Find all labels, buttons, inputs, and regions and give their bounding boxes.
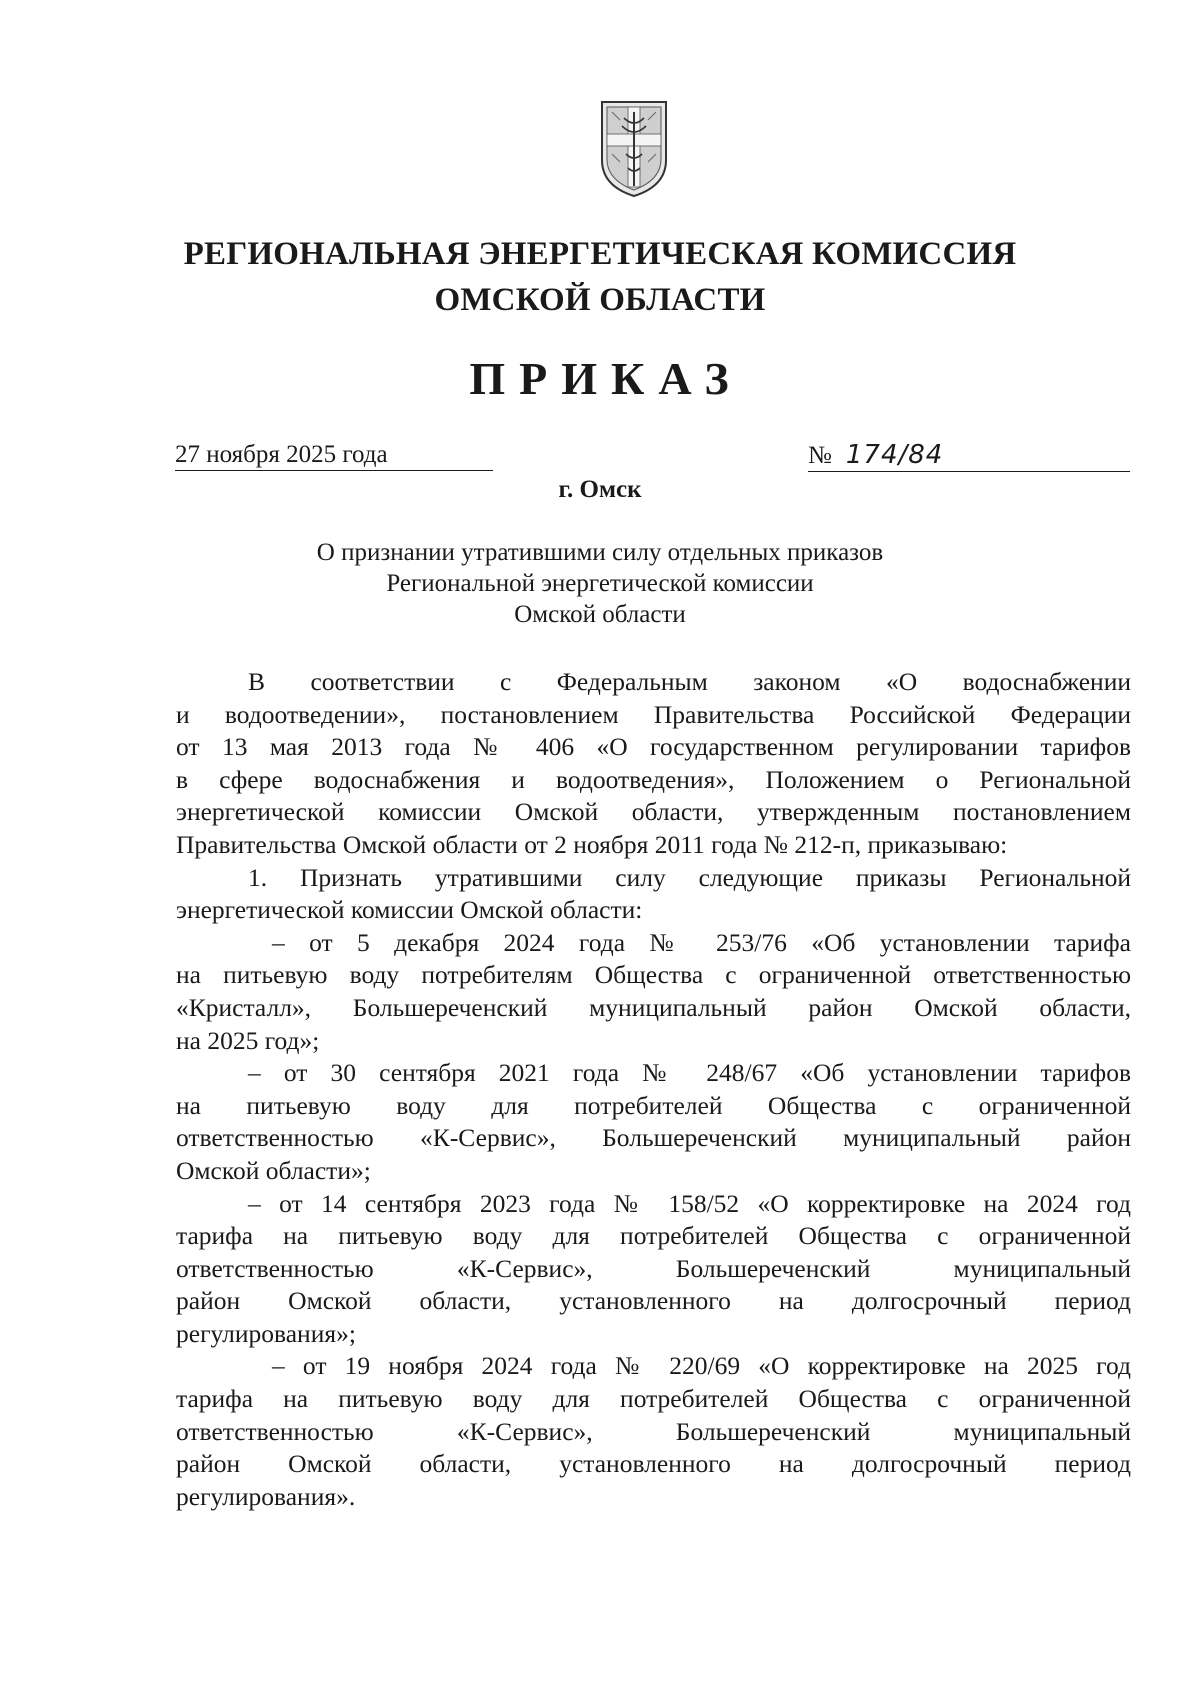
subject-line: Региональной энергетической комиссии xyxy=(386,570,814,597)
text-line: на питьевую воду для потребителей Общества с ограниченной xyxy=(176,1090,1131,1120)
document-date-text: 27 ноября 2025 года xyxy=(175,441,388,468)
text-line: ответственностью «К-Сервис», Большереченский муниципальный xyxy=(176,1416,1131,1446)
text-line: энергетической комиссии Омской области, утвержденным постановлением xyxy=(176,797,1131,827)
repealed-order-item xyxy=(176,1188,1131,1351)
text-line: на питьевую воду потребителям Общества с ограниченной ответственностью xyxy=(176,960,1131,990)
subject-line: Омской области xyxy=(514,601,686,628)
organization-name-line2: ОМСКОЙ ОБЛАСТИ xyxy=(434,282,766,318)
text-line: район Омской области, установленного на долгосрочный период xyxy=(176,1449,1131,1479)
text-line: Правительства Омской области от 2 ноября 2011 года № 212-п, приказываю: xyxy=(176,829,1008,859)
text-line: – от 30 сентября 2021 года № 248/67 «Об установлении тарифов xyxy=(248,1058,1131,1088)
document-number-label: № xyxy=(808,442,832,469)
text-line: «Кристалл», Большереченский муниципальный район Омской области, xyxy=(176,992,1131,1022)
text-line: тарифа на питьевую воду для потребителей Общества с ограниченной xyxy=(176,1221,1131,1251)
document-body xyxy=(176,666,1131,1513)
text-line: регулирования». xyxy=(176,1481,356,1511)
text-line: район Омской области, установленного на долгосрочный период xyxy=(176,1286,1131,1316)
preamble-paragraph xyxy=(176,666,1131,862)
text-line: – от 14 сентября 2023 года № 158/52 «О корректировке на 2024 год xyxy=(248,1188,1131,1218)
text-line: энергетической комиссии Омской области: xyxy=(176,895,643,925)
text-line: Омской области»; xyxy=(176,1155,371,1185)
repealed-order-item xyxy=(176,1350,1131,1513)
subject-line: О признании утратившими силу отдельных приказов xyxy=(316,539,884,566)
text-line: и водоотведении», постановлением Правительства Российской Федерации xyxy=(176,699,1131,729)
organization-name-line1: РЕГИОНАЛЬНАЯ ЭНЕРГЕТИЧЕСКАЯ КОМИССИЯ xyxy=(183,236,1017,272)
text-line: на 2025 год»; xyxy=(176,1025,320,1055)
text-line: в сфере водоснабжения и водоотведения», Положением о Региональной xyxy=(176,764,1131,794)
text-line: – от 5 декабря 2024 года № 253/76 «Об установлении тарифа xyxy=(272,927,1131,957)
text-line: от 13 мая 2013 года № 406 «О государственном регулировании тарифов xyxy=(176,732,1131,762)
text-line: ответственностью «К-Сервис», Большереченский муниципальный район xyxy=(176,1123,1131,1153)
text-line: В соответствии с Федеральным законом «О водоснабжении xyxy=(248,667,1131,696)
document-number xyxy=(808,440,1130,472)
document-subject xyxy=(0,537,1200,630)
document-type-title: ПРИКАЗ xyxy=(469,353,743,404)
document-number-handwritten: 174/84 xyxy=(845,440,944,470)
document-date xyxy=(175,440,493,471)
item-1-paragraph xyxy=(176,862,1131,927)
repealed-order-item xyxy=(176,1057,1131,1187)
text-line: – от 19 ноября 2024 года № 220/69 «О корректировке на 2025 год xyxy=(272,1351,1131,1381)
text-line: 1. Признать утратившими силу следующие приказы Региональной xyxy=(248,862,1131,892)
repealed-order-item xyxy=(176,927,1131,1057)
text-line: ответственностью «К-Сервис», Большереченский муниципальный xyxy=(176,1253,1131,1283)
text-line: тарифа на питьевую воду для потребителей Общества с ограниченной xyxy=(176,1384,1131,1414)
document-city: г. Омск xyxy=(558,476,642,503)
coat-of-arms-icon xyxy=(598,98,670,198)
text-line: регулирования»; xyxy=(176,1318,356,1348)
